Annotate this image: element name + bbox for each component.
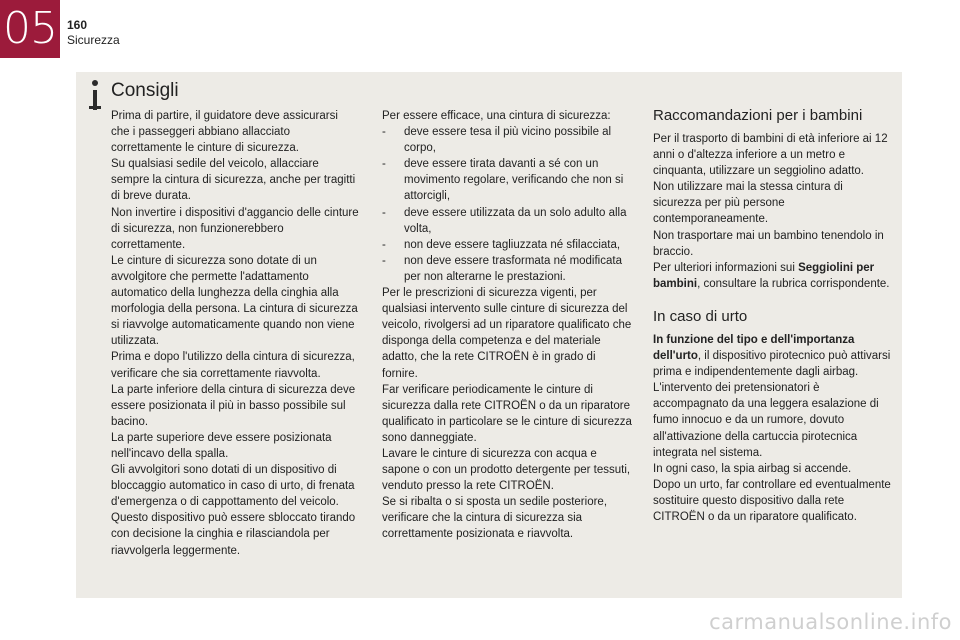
column-1 [111,108,359,559]
paragraph: Non invertire i dispositivi d'aggancio delle cinture di sicurezza, non funzionerebbero correttamente. [111,206,359,251]
text: , il dispositivo pirotecnico può attivarsi prima e indipendentemente dagli airbag. L'intervento dei pretensionatori è accompagnato da una leggera esalazione di fumo innocuo e da un rumore, dovuto all'attivazione della cartuccia pirotecnica integrata nel sistema. [653,350,891,459]
paragraph: In ogni caso, la spia airbag si accende. [653,462,852,475]
bold-reference: Seggiolini per bambini [653,261,875,290]
bullet-dash: - [382,158,386,171]
paragraph: Per essere efficace, una cintura di sicurezza: [382,110,611,122]
children-heading: Raccomandazioni per i bambini [653,107,863,124]
section-name: Sicurezza [67,33,120,47]
paragraph: Non trasportare mai un bambino tenendolo in braccio. [653,229,884,258]
list-item-text: deve essere utilizzata da un solo adulto alla volta, [404,206,627,235]
paragraph: Gli avvolgitori sono dotati di un dispositivo di bloccaggio automatico in caso di urto, di frenata d'emergenza o di cappottamento del veicolo. Questo dispositivo può essere sbloccato tirando con decisione la cinghia e rilasciandola per riavvolgerla leggermente. [111,464,356,557]
column-2 [382,108,632,543]
paragraph: La parte inferiore della cintura di sicurezza deve essere posizionata il più in basso possibile sul bacino. [111,383,356,428]
more-info-paragraph [653,260,893,292]
bullet-dash: - [382,238,386,251]
list-item [382,156,632,204]
paragraph: Su qualsiasi sedile del veicolo, allacciare sempre la cintura di sicurezza, anche per tragitti di breve durata. [111,158,356,203]
list-item [382,124,632,156]
chapter-number: 05 [0,0,60,58]
list-item-text: non deve essere tagliuzzata né sfilacciata, [404,238,621,251]
paragraph: Per le prescrizioni di sicurezza vigenti, per qualsiasi intervento sulle cinture di sicurezza del veicolo, rivolgersi ad un riparatore qualificato che disponga della competenza e del materiale adatto, che la rete CITROËN è in grado di fornire. [382,287,632,380]
paragraph: Non utilizzare mai la stessa cintura di sicurezza per più persone contemporaneamente. [653,181,843,226]
bullet-dash: - [382,126,386,139]
page-number: 160 [67,18,88,32]
list-item [382,205,632,237]
list-item-text: deve essere tirata davanti a sé con un movimento regolare, verificando che non si attorcigli, [404,158,624,203]
list-item [382,253,632,285]
paragraph: Prima e dopo l'utilizzo della cintura di sicurezza, verificare che sia correttamente riavvolta. [111,351,355,380]
paragraph: Far verificare periodicamente le cinture di sicurezza dalla rete CITROËN o da un riparatore qualificato in particolare se le cinture di sicurezza sono danneggiate. [382,383,632,444]
crash-paragraph [653,332,893,461]
watermark: carmanualsonline.info [709,610,952,634]
text: , consultare la rubrica corrispondente. [697,277,890,290]
bold-lead: In funzione del tipo e dell'importanza dell'urto [653,333,855,363]
column-3 [653,107,893,525]
paragraph: Se si ribalta o si sposta un sedile posteriore, verificare che la cintura di sicurezza sia correttamente posizionata e riavvolta. [382,496,608,541]
list-item-text: deve essere tesa il più vicino possibile al corpo, [404,126,612,155]
paragraph: La parte superiore deve essere posizionata nell'incavo della spalla. [111,431,332,460]
paragraph: Dopo un urto, far controllare ed eventualmente sostituire questo dispositivo dalla rete CITROËN o da un riparatore qualificato. [653,478,891,523]
paragraph: Per il trasporto di bambini di età inferiore ai 12 anni o d'altezza inferiore a un metro e cinquanta, utilizzare un seggiolino adatto. [653,133,888,178]
list-item-text: non deve essere trasformata né modificata per non alterarne le prestazioni. [404,254,622,283]
panel-title: Consigli [111,80,179,101]
list-item [382,237,632,253]
paragraph: Lavare le cinture di sicurezza con acqua e sapone o con un prodotto detergente per tessuti, venduto presso la rete CITROËN. [382,447,631,493]
paragraph: Le cinture di sicurezza sono dotate di un avvolgitore che permette l'adattamento automatico della lunghezza della cinghia alla morfologia della persona. La cintura di sicurezza si riavvolge automaticamente quando non viene utilizzata. [111,254,358,348]
text: Per ulteriori informazioni sui [653,261,799,274]
info-icon [88,80,102,110]
bullet-dash: - [382,206,386,219]
bullet-dash: - [382,254,386,267]
crash-heading: In caso di urto [653,307,748,325]
paragraph: Prima di partire, il guidatore deve assicurarsi che i passeggeri abbiano allacciato correttamente le cinture di sicurezza. [111,110,338,155]
